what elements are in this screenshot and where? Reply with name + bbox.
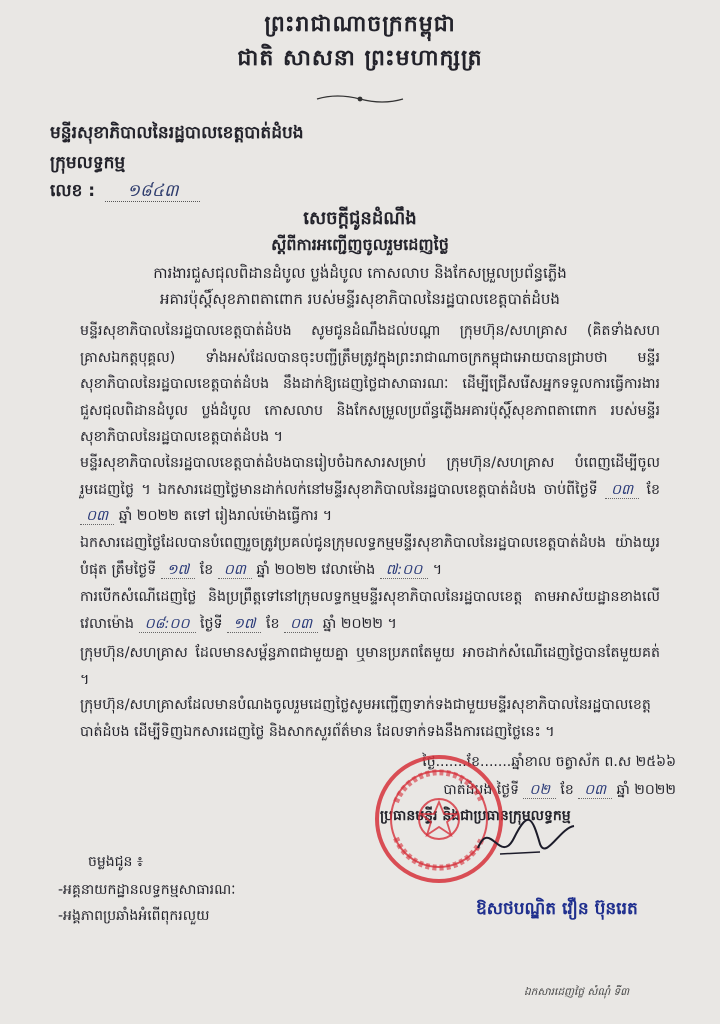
p4-text-b: ថ្ងៃទី (200, 615, 223, 632)
paragraph-contact: ក្រុមហ៊ុន/សហគ្រាសដែលមានបំណងចូលរួមដេញថ្លៃសូមអញ្ជើញទាក់ទងជាមួយមន្ទីរសុខាភិបាលនៃរដ្ឋបាលខេត្តបាត់ដំបង ដើម្បីទិញឯកសារដេញថ្លៃ និងសាកសួរព័ត៌មាន ដែលទាក់ទងនឹងការដេញថ្លៃនេះ ។ (80, 697, 651, 740)
reference-number: ១៨៤៣ (105, 181, 200, 202)
p2-text-b: ខែ (646, 481, 660, 498)
p2-text-a: មន្ទីរសុខាភិបាលនៃរដ្ឋបាលខេត្តបាត់ដំបងបានរៀបចំឯកសារសម្រាប់ ក្រុមហ៊ុន/សហគ្រាស បំពេញដើម្បីចូលរួមដេញថ្លៃ ។ ឯកសារដេញថ្លៃមានដាក់លក់នៅមន្ទីរសុខាភិបាលនៃរដ្ឋបាលខេត្តបាត់ដំបង ចាប់ពីថ្ងៃទី (80, 455, 660, 498)
p4-text-a: ការបើកសំណើដេញថ្លៃ និងប្រព្រឹត្តទៅនៅក្រុមលទ្ធកម្មមន្ទីរសុខាភិបាលនៃរដ្ឋបាលខេត្ត តាមអាស័យដ្ឋានខាងលើ វេលាម៉ោង (80, 589, 660, 632)
p3-month: ០៣ (218, 562, 252, 579)
reference-line (50, 180, 200, 205)
p3-text-c: ឆ្នាំ ២០២២ វេលាម៉ោង (256, 561, 376, 578)
p3-text-d: ។ (432, 561, 443, 578)
paragraph-bid-opening (80, 584, 660, 637)
national-motto: ជាតិ សាសនា ព្រះមហាក្សត្រ (237, 46, 483, 71)
signer-title: ប្រធានមន្ទីរ និងជាប្រធានក្រុមលទ្ធកម្ម (380, 808, 571, 824)
p4-day: ១៧ (227, 616, 261, 633)
kingdom-heading: ព្រះរាជាណាចក្រកម្ពុជា (264, 12, 456, 37)
recipient-item: -អគ្គនាយកដ្ឋានលទ្ធកម្មសាធារណៈ (58, 882, 236, 898)
p3-day: ១៧ (161, 562, 195, 579)
solar-text-c: ឆ្នាំ ២០២២ (616, 782, 676, 798)
sender-office: ក្រុមលទ្ធកម្ម (50, 153, 126, 173)
p4-month: ០៣ (284, 616, 318, 633)
lunar-date-line: ថ្ងៃ.......ខែ.......ឆ្នាំខាល ចត្វាស័ក ព.ស ២៥៦៦ (422, 754, 676, 770)
reference-label: លេខ : (50, 181, 96, 201)
notice-subtitle: ស្ដីពីការអញ្ជើញចូលរួមដេញថ្លៃ (271, 235, 449, 254)
p2-month: ០៣ (80, 508, 114, 525)
p3-time: ៧:០០ (380, 562, 429, 579)
notice-subject-line2: អគារប៉ុស្តិ៍សុខភាពតាពោក របស់មន្ទីរសុខាភិបាលនៃរដ្ឋបាលខេត្តបាត់ដំបង (160, 290, 560, 308)
paragraph-intro: មន្ទីរសុខាភិបាលនៃរដ្ឋបាលខេត្តបាត់ដំបង សូមជូនដំណឹងដល់បណ្ដា ក្រុមហ៊ុន/សហគ្រាស (គិតទាំងសហគ្រាសឯកត្តបុគ្គល) ទាំងអស់ដែលបានចុះបញ្ជីត្រឹមត្រូវក្នុងព្រះរាជាណាចក្រកម្ពុជាអោយបានជ្រាបថា មន្ទីរសុខាភិបាលនៃរដ្ឋបាលខេត្តបាត់ដំបង នឹងដាក់ឱ្យដេញថ្លៃជាសាធារណៈ ដើម្បីជ្រើសរើសអ្នកទទួលការធ្វើការងារជួសជុលពិដានដំបូល ប្លង់ដំបូល កោសលាប និងកែសម្រួលប្រព័ន្ធភ្លើងអគារប៉ុស្តិ៍សុខភាពតាពោក របស់មន្ទីរសុខាភិបាលនៃរដ្ឋបាលខេត្តបាត់ដំបង ។ (80, 323, 660, 445)
paragraph-submission-deadline (80, 530, 660, 583)
p2-text-c: ឆ្នាំ ២០២២ តទៅ រៀងរាល់ម៉ោងធ្វើការ ។ (118, 508, 333, 524)
solar-text-b: ខែ (560, 782, 574, 798)
p4-time: ០៨:០០ (139, 616, 196, 633)
notice-subject-line1: ការងារជួសជុលពិដានដំបូល ប្លង់ដំបូល កោសលាប និងកែសម្រួលប្រព័ន្ធភ្លើង (153, 264, 567, 282)
p2-day: ០៣ (605, 482, 639, 499)
solar-month: ០៣ (578, 782, 612, 799)
solar-day: ០២ (523, 782, 556, 799)
p4-text-c: ខែ (265, 615, 280, 632)
footer-note: ឯកសារដេញថ្លៃ សំណុំ ទី៣ (524, 986, 630, 998)
paragraph-documents-sale (80, 450, 660, 530)
p3-text-a: ឯកសារដេញថ្លៃដែលបានបំពេញរួចត្រូវប្រគល់ជូនក្រុមលទ្ធកម្មមន្ទីរសុខាភិបាលនៃរដ្ឋបាលខេត្តបាត់ដំបង យ៉ាងយូរបំផុត ត្រឹមថ្ងៃទី (80, 535, 660, 578)
paragraph-single-bid-rule: ក្រុមហ៊ុន/សហគ្រាស ដែលមានសម្ព័ន្ធភាពជាមួយគ្នា ឬមានប្រភពតែមួយ អាចដាក់សំណើដេញថ្លៃបានតែមួយគត់ ។ (80, 645, 660, 688)
notice-title: សេចក្ដីជូនដំណឹង (303, 208, 417, 229)
recipient-item: -អង្គភាពប្រឆាំងអំពើពុករលួយ (58, 908, 210, 924)
recipients-label: ចម្លងជូន ៖ (88, 854, 144, 870)
solar-text-a: បាត់ដំបង ថ្ងៃទី (443, 782, 519, 798)
p4-text-d: ឆ្នាំ ២០២២ ។ (322, 615, 397, 632)
sender-department: មន្ទីរសុខាភិបាលនៃរដ្ឋបាលខេត្តបាត់ដំបង (50, 123, 304, 143)
handwritten-signature-icon (470, 808, 580, 872)
p3-text-b: ខែ (199, 561, 214, 578)
ornament-divider-icon (315, 92, 405, 106)
signer-name: ឱសថបណ្ឌិត វឿន ប៊ុនរេត (476, 899, 638, 919)
